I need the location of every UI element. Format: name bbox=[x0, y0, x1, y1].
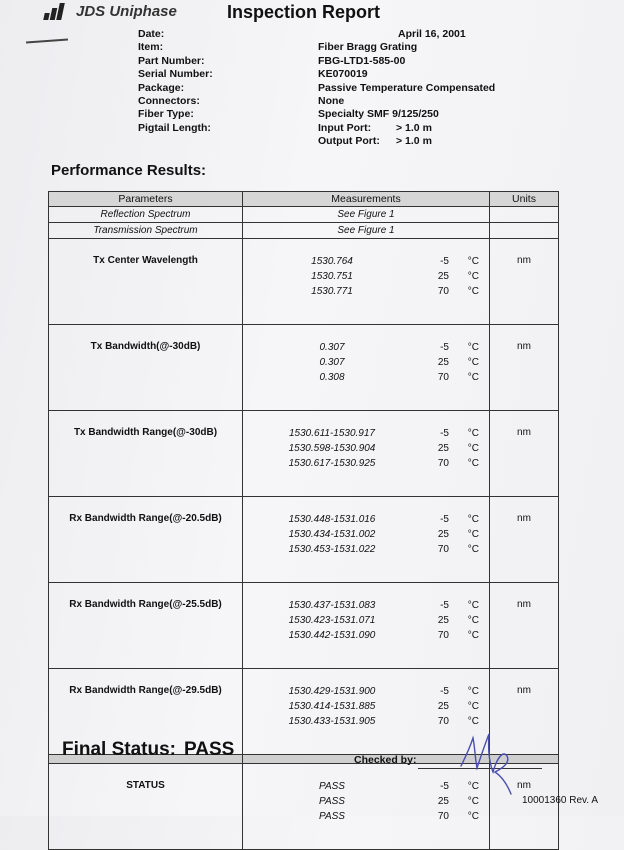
measurement-line bbox=[243, 699, 489, 714]
unit-cell: nm bbox=[490, 411, 559, 497]
measurement-line bbox=[243, 426, 489, 441]
report-title: Inspection Report bbox=[227, 2, 381, 22]
measurement-line bbox=[243, 613, 489, 628]
product-info bbox=[138, 28, 495, 149]
unit-cell bbox=[490, 223, 559, 239]
measurement-value: PASS bbox=[319, 781, 345, 792]
temperature-unit: °C bbox=[467, 514, 479, 525]
measurement-cell bbox=[243, 411, 490, 497]
info-label: Connectors: bbox=[138, 95, 200, 108]
measurement-value: See Figure 1 bbox=[243, 223, 490, 239]
measurement-value: 1530.611-1530.917 bbox=[288, 428, 375, 439]
measurement-cell bbox=[243, 583, 490, 669]
temperature-unit: °C bbox=[467, 529, 479, 540]
checked-by-label: Checked by: bbox=[354, 754, 417, 766]
measurement-cell bbox=[243, 764, 490, 850]
temperature: -5 bbox=[440, 600, 449, 611]
table-row bbox=[49, 239, 559, 325]
performance-title: Performance Results: bbox=[51, 162, 207, 179]
revision-number: 10001360 Rev. A bbox=[522, 795, 598, 806]
info-value bbox=[318, 122, 432, 149]
measurement-value: 0.307 bbox=[319, 342, 345, 353]
measurement-value: 1530.764 bbox=[311, 256, 353, 267]
final-status bbox=[62, 739, 234, 761]
parameter-name: Transmission Spectrum bbox=[49, 223, 243, 239]
unit-cell: nm bbox=[490, 239, 559, 325]
temperature-unit: °C bbox=[467, 342, 479, 353]
measurement-value: 0.308 bbox=[319, 372, 345, 383]
temperature-unit: °C bbox=[467, 443, 479, 454]
info-value: Fiber Bragg Grating bbox=[318, 41, 418, 54]
measurement-line bbox=[243, 269, 489, 284]
parameter-name: Rx Bandwidth Range(@-29.5dB) bbox=[49, 669, 243, 755]
measurement-value: 1530.598-1530.904 bbox=[288, 443, 376, 454]
measurement-line bbox=[243, 598, 489, 613]
input-port bbox=[318, 122, 432, 135]
measurement-cell bbox=[243, 669, 490, 755]
temperature-unit: °C bbox=[467, 600, 479, 611]
final-status-value: PASS bbox=[184, 739, 235, 760]
measurement-value: 1530.617-1530.925 bbox=[288, 458, 376, 469]
temperature: -5 bbox=[440, 342, 449, 353]
temperature-unit: °C bbox=[467, 781, 479, 792]
port-value: > 1.0 m bbox=[396, 121, 432, 134]
info-row-serial-number bbox=[138, 68, 495, 81]
info-label: Pigtail Length: bbox=[138, 121, 211, 134]
temperature-unit: °C bbox=[467, 796, 479, 807]
info-label: Fiber Type: bbox=[138, 108, 194, 121]
measurement-line bbox=[243, 809, 489, 824]
temperature-unit: °C bbox=[467, 458, 479, 469]
measurement-value: PASS bbox=[319, 811, 345, 822]
temperature: 25 bbox=[437, 357, 449, 368]
measurement-cell bbox=[243, 497, 490, 583]
measurement-value: PASS bbox=[319, 796, 345, 807]
figure-row bbox=[49, 207, 559, 223]
measurement-line bbox=[243, 284, 489, 299]
unit-cell: nm bbox=[490, 764, 559, 850]
measurement-line bbox=[243, 714, 489, 729]
company-logo bbox=[44, 2, 177, 20]
info-value: None bbox=[318, 95, 345, 108]
info-label: Package: bbox=[138, 81, 185, 94]
measurement-line bbox=[243, 254, 489, 269]
measurement-cell bbox=[243, 325, 490, 411]
info-label: Item: bbox=[138, 41, 164, 54]
measurement-value: 1530.433-1531.905 bbox=[288, 716, 376, 727]
info-row-package bbox=[138, 82, 495, 95]
measurement-line bbox=[243, 794, 489, 809]
temperature-unit: °C bbox=[467, 286, 479, 297]
temperature-unit: °C bbox=[467, 615, 479, 626]
table-row bbox=[49, 497, 559, 583]
measurement-value: 1530.442-1531.090 bbox=[288, 630, 376, 641]
temperature-unit: °C bbox=[467, 544, 479, 555]
temperature-unit: °C bbox=[467, 372, 479, 383]
temperature-unit: °C bbox=[467, 701, 479, 712]
port-name: Output Port: bbox=[318, 135, 380, 148]
unit-cell bbox=[490, 207, 559, 223]
table-row bbox=[49, 583, 559, 669]
info-value: Passive Temperature Compensated bbox=[318, 81, 496, 94]
measurement-line bbox=[243, 370, 489, 385]
info-label: Date: bbox=[138, 28, 165, 40]
temperature-unit: °C bbox=[467, 357, 479, 368]
temperature: -5 bbox=[440, 781, 449, 792]
temperature: 25 bbox=[437, 443, 449, 454]
temperature-unit: °C bbox=[467, 630, 479, 641]
measurement-line bbox=[243, 542, 489, 557]
temperature: 70 bbox=[437, 544, 449, 555]
temperature-unit: °C bbox=[467, 716, 479, 727]
unit-cell: nm bbox=[490, 325, 559, 411]
column-header: Measurements bbox=[243, 192, 490, 207]
info-row-fiber-type bbox=[138, 108, 495, 121]
parameter-name: Tx Bandwidth Range(@-30dB) bbox=[49, 411, 243, 497]
temperature: 25 bbox=[437, 529, 449, 540]
info-row-item bbox=[138, 41, 495, 54]
measurement-value: See Figure 1 bbox=[243, 207, 490, 223]
measurement-value: 0.307 bbox=[319, 357, 345, 368]
parameter-name: Rx Bandwidth Range(@-20.5dB) bbox=[49, 497, 243, 583]
figure-row bbox=[49, 223, 559, 239]
port-name: Input Port: bbox=[318, 121, 372, 134]
column-header: Units bbox=[490, 192, 559, 207]
info-row-pigtail-length bbox=[138, 122, 495, 149]
measurement-line bbox=[243, 779, 489, 794]
temperature: 70 bbox=[437, 458, 449, 469]
temperature-unit: °C bbox=[467, 811, 479, 822]
measurement-value: 1530.448-1531.016 bbox=[288, 514, 376, 525]
measurement-value: 1530.751 bbox=[311, 271, 353, 282]
temperature-unit: °C bbox=[467, 428, 479, 439]
temperature: 25 bbox=[437, 701, 449, 712]
unit-cell: nm bbox=[490, 497, 559, 583]
measurement-value: 1530.429-1531.900 bbox=[288, 686, 376, 697]
measurement-line bbox=[243, 527, 489, 542]
column-header: Parameters bbox=[49, 192, 243, 207]
table-row bbox=[49, 325, 559, 411]
info-value: April 16, 2001 bbox=[398, 28, 466, 40]
temperature: -5 bbox=[440, 686, 449, 697]
measurement-cell bbox=[243, 239, 490, 325]
temperature: 70 bbox=[437, 630, 449, 641]
output-port bbox=[318, 135, 432, 148]
port-value: > 1.0 m bbox=[396, 135, 432, 148]
final-status-label: Final Status: bbox=[62, 739, 177, 760]
temperature: 25 bbox=[437, 796, 449, 807]
unit-cell: nm bbox=[490, 669, 559, 755]
pen-mark bbox=[26, 39, 68, 44]
measurement-line bbox=[243, 340, 489, 355]
info-row-connectors bbox=[138, 95, 495, 108]
measurement-line bbox=[243, 512, 489, 527]
temperature: -5 bbox=[440, 256, 449, 267]
temperature-unit: °C bbox=[467, 256, 479, 267]
temperature: -5 bbox=[440, 428, 449, 439]
parameter-name: Tx Bandwidth(@-30dB) bbox=[49, 325, 243, 411]
jdsu-logo-icon bbox=[44, 2, 70, 20]
temperature: -5 bbox=[440, 514, 449, 525]
temperature: 70 bbox=[437, 811, 449, 822]
measurement-line bbox=[243, 355, 489, 370]
unit-cell: nm bbox=[490, 583, 559, 669]
measurement-value: 1530.414-1531.885 bbox=[288, 701, 376, 712]
measurement-line bbox=[243, 456, 489, 471]
temperature: 70 bbox=[437, 286, 449, 297]
info-label: Serial Number: bbox=[138, 68, 213, 81]
handwritten-signature bbox=[455, 728, 515, 798]
temperature-unit: °C bbox=[467, 686, 479, 697]
brand-name: JDS Uniphase bbox=[76, 2, 177, 20]
info-row-part-number bbox=[138, 55, 495, 68]
info-value: Specialty SMF 9/125/250 bbox=[318, 108, 439, 121]
measurement-line bbox=[243, 684, 489, 699]
info-value: FBG-LTD1-585-00 bbox=[318, 54, 406, 67]
measurement-value: 1530.453-1531.022 bbox=[288, 544, 376, 555]
info-row-date bbox=[138, 28, 495, 41]
measurement-line bbox=[243, 628, 489, 643]
temperature: 25 bbox=[437, 615, 449, 626]
info-value: KE070019 bbox=[318, 68, 368, 81]
parameter-name: Tx Center Wavelength bbox=[49, 239, 243, 325]
table-row bbox=[49, 411, 559, 497]
parameter-name: STATUS bbox=[49, 764, 243, 850]
temperature: 70 bbox=[437, 372, 449, 383]
measurement-value: 1530.434-1531.002 bbox=[288, 529, 376, 540]
parameter-name: Reflection Spectrum bbox=[49, 207, 243, 223]
measurement-value: 1530.771 bbox=[311, 286, 353, 297]
temperature-unit: °C bbox=[467, 271, 479, 282]
parameter-name: Rx Bandwidth Range(@-25.5dB) bbox=[49, 583, 243, 669]
table-header-row bbox=[49, 192, 559, 207]
measurement-line bbox=[243, 441, 489, 456]
measurement-value: 1530.423-1531.071 bbox=[288, 615, 376, 626]
info-label: Part Number: bbox=[138, 54, 205, 67]
temperature: 25 bbox=[437, 271, 449, 282]
temperature: 70 bbox=[437, 716, 449, 727]
measurement-value: 1530.437-1531.083 bbox=[288, 600, 376, 611]
